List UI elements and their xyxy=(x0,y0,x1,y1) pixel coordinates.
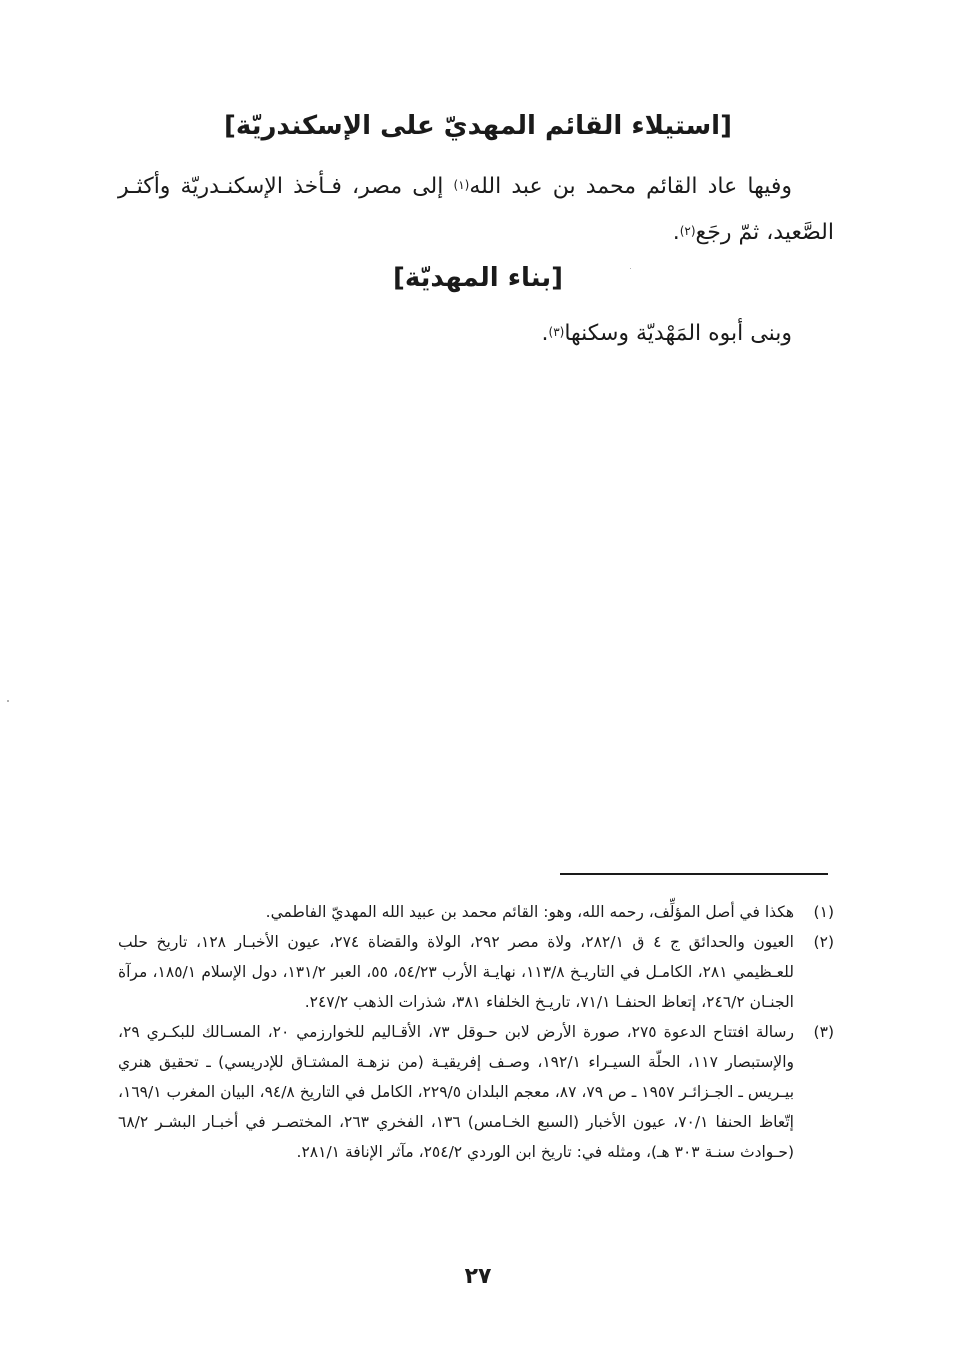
paragraph-text: إلى مصر، فـأخذ الإسكنـدريّة وأكثـر الصَّعيد، ثمّ رجَع xyxy=(118,174,834,245)
footnote-number: (٢) xyxy=(813,933,834,951)
footnote-number: (١) xyxy=(813,903,834,921)
paragraph-text: وبنى أبوه المَهْديّة وسكنها xyxy=(564,321,792,346)
footnote-ref-2[interactable]: (٢) xyxy=(679,224,696,238)
footnote-item xyxy=(118,897,834,927)
paragraph-mahdia xyxy=(118,311,834,357)
paragraph-text: وفيها عاد القائم محمد بن عبد الله xyxy=(469,174,793,199)
footnote-item xyxy=(118,1017,834,1167)
footnote-number: (٣) xyxy=(813,1023,834,1041)
paragraph-text: . xyxy=(672,220,680,245)
footnote-ref-1[interactable]: (١) xyxy=(453,178,470,192)
footnotes xyxy=(118,897,834,1167)
paragraph-alexandria xyxy=(118,164,834,256)
footnote-text: العيون والحدائق ج ٤ ق ٢٨٢/١، ولاة مصر ٢٩٢، الولاة والقضاة ٢٧٤، عيون الأخبـار ١٢٨، تاريخ حلب للعـظيمي ٢٨١، الكامـل في التاريـخ ١١٣/٨، نهايـة الأرب ٥٤/٢٣، ٥٥، العبر ١٣١/٢، دول الإسلام ١٨٥/١، مرآة الجنـان ٢٤٦/٢، إتعاظ الحنفـا ٧١/١، تاريـخ الخلفاء ٣٨١، شذرات الذهب ٢٤٧/٢. xyxy=(118,933,794,1011)
paragraph-text: . xyxy=(541,321,549,346)
scan-speck xyxy=(7,700,9,702)
scan-speck xyxy=(630,268,631,269)
section-heading-mahdia: [بناء المهديّة] xyxy=(392,263,564,293)
footnote-ref-3[interactable]: (٣) xyxy=(548,325,565,339)
footnote-item xyxy=(118,927,834,1017)
footnote-separator xyxy=(560,873,828,875)
section-heading-alexandria: [استيلاء القائم المهديّ على الإسكندريّة] xyxy=(224,111,732,141)
page-number: ٢٧ xyxy=(464,1264,492,1289)
footnote-text: رسالة افتتاح الدعوة ٢٧٥، صورة الأرض لابن حـوقل ٧٣، الأقـاليم للخوارزمي ٢٠، المسـالك للبكـري ٢٩، والإستبصار ١١٧، الحلّة السيـراء ١٩٢/١، وصـف إفريقيـة (من نزهـة المشتـاق للإدريسي) ـ تحقيق هنري بيـريس ـ الجـزائـر ١٩٥٧ ـ ص ٧٩، ٨٧، معجم البلدان ٢٢٩/٥، الكامل في التاريخ ٩٤/٨، البيان المغرب ١٦٩/١، إتّعاظ الحنفا ٧٠/١، عيون الأخبار (السبع الخـامس) ١٣٦، الفخري ٢٦٣، المختصـر في أخبـار البشـر ٦٨/٢ (حـوادث سنـة ٣٠٣ هـ)، ومثله في: تاريخ ابن الوردي ٢٥٤/٢، مآثر الإنافة ٢٨١/١. xyxy=(118,1023,795,1161)
footnote-text: هكذا في أصل المؤلِّف، رحمه الله، وهو: القائم محمد بن عبيد الله المهديّ الفاطمي. xyxy=(265,903,794,921)
